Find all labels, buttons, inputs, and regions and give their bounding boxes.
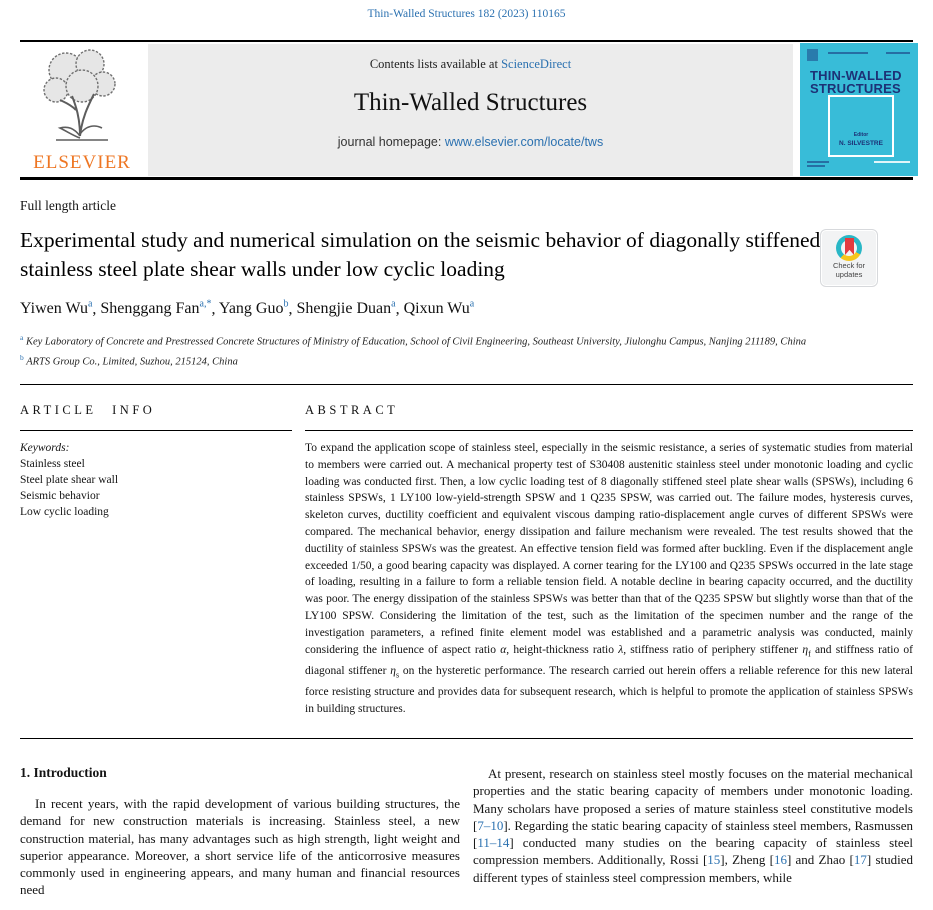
author: Shengjie Duan$^a$ (296, 299, 396, 318)
affiliation-a: $^a$ Key Laboratory of Concrete and Prestressed Concrete Structures of Ministry of Education, School of Civil Engineering, Southeast University, Jiulonghu Campus, Nanjing 211189, China (20, 333, 807, 348)
cover-title-line2: STRUCTURES (810, 81, 901, 96)
affiliations (20, 331, 900, 371)
check-for-updates-label (821, 262, 877, 279)
introduction-heading: 1. Introduction (20, 765, 107, 780)
author-list (20, 299, 474, 318)
reference-link[interactable]: 16 (773, 852, 787, 868)
reference-link[interactable]: 11–14 (477, 835, 510, 851)
running-head-citation[interactable]: Thin-Walled Structures 182 (2023) 110165 (367, 8, 566, 20)
masthead-bottom-rule (20, 177, 913, 180)
journal-cover-thumbnail[interactable] (800, 43, 918, 176)
author-separator: , (211, 300, 219, 318)
cover-editor-name: N. SILVESTRE (839, 140, 883, 147)
journal-title: Thin-Walled Structures (353, 89, 588, 116)
body-right-paragraph: At present, research on stainless steel mostly focuses on the material mechanical properties and the static bearing capacity of members under monotonic loading. Many scholars have proposed a series of mature stainless steel constitutive models [7–10]. Regarding the static bearing capacity of stainless steel members, Rasmussen [11–14] conducted many studies on the bearing capacity of stainless steel compression members. Additionally, Rossi [15], Zheng [16] and Zhao [17] studied different types of stainless steel compression members, while (473, 766, 914, 885)
section-divider-rule (20, 384, 913, 385)
elsevier-tree-icon (30, 44, 130, 148)
masthead-top-rule (20, 40, 913, 42)
cover-footer-text-bar2 (807, 165, 825, 167)
journal-banner (148, 44, 793, 176)
check-for-updates-line1: Check for (832, 261, 866, 270)
keywords-block (20, 440, 292, 520)
cover-footer-logo-bar (874, 161, 910, 163)
journal-homepage-line (148, 135, 793, 149)
check-for-updates-line2: updates (835, 269, 863, 279)
body-left-column (20, 765, 460, 899)
cover-publisher-mark-icon (807, 49, 818, 61)
cover-title-line1: THIN-WALLED (810, 68, 902, 83)
cover-title (810, 69, 902, 95)
reference-link[interactable]: 7–10 (477, 817, 504, 833)
crossmark-icon (836, 235, 862, 261)
homepage-prefix-text: journal homepage: (337, 135, 445, 149)
keyword-item: Stainless steel (20, 458, 85, 470)
author: Qixun Wu$^a$ (403, 299, 475, 318)
abstract-bottom-rule (20, 738, 913, 739)
author-separator: , (288, 300, 297, 318)
cover-issn-text-bar (886, 52, 910, 54)
journal-homepage-link[interactable]: www.elsevier.com/locate/tws (444, 135, 604, 149)
author: Shenggang Fan$^{a,*}$ (100, 299, 212, 318)
article-title: Experimental study and numerical simulation on the seismic behavior of diagonally stiffened stainless steel plate shear walls under low cyclic loading (20, 228, 821, 281)
article-info-rule (20, 430, 292, 431)
keywords-label: Keywords: (20, 442, 70, 454)
author-separator: , (395, 300, 404, 318)
abstract-rule (305, 430, 913, 431)
abstract-text: To expand the application scope of stainless steel, especially in the seismic resistance, a series of systematic studies from material to members were carried out. A mechanical property test of S30408 austenitic stainless steel under monotonic loading and cyclic loading was conducted first. Then, a low cyclic loading test of 8 diagonally stiffened steel plate shear walls (SPSWs), including 6 stainless SPSWs, 1 LY100 low-yield-strength SPSW and 1 Q235 SPSW, was carried out. The failure modes, hysteresis curves, skeleton curves, ductility coefficient and equivalent viscous damping ratio-displacement angle curves of different SPSWs were compared. The mechanical behavior, energy dissipation and failure mechanism were revealed. The test results showed that the ductility of stainless SPSWs was the greatest. An effective tension field was formed after buckling. Even if the displacement angle exceeded 1/50, a good bearing capacity was displayed. A corner tearing for the LY100 and Q235 SPSWs occurred in the late stage of loading, resulting in a failure to form a reliable tension field. A notable decline in bearing capacity occurred, and the ductility was poor. The energy dissipation of the stainless SPSWs was better than that of the Q235 SPSW but slightly worse than that of the LY100 SPSW. Considering the limitation of the test, such as the limitation of the specimen number and the range of the investigation parameters, a refined finite element model was established and a parametric analysis was conducted, mainly considering the influence of aspect ratio α, height-thickness ratio λ, stiffness ratio of periphery stiffener $\eta_f$ and stiffness ratio of diagonal stiffener $\eta_s$ on the hysteretic performance. The research carried out herein offers a reliable reference for this new lateral force resisting structure and provides data for subsequent research, which is helpful to promote the application of stainless SPSWs in building structures. (305, 442, 913, 715)
keyword-item: Low cyclic loading (20, 506, 109, 518)
reference-link[interactable]: 15 (707, 852, 721, 868)
affiliation-b: $^b$ ARTS Group Co., Limited, Suzhou, 215124, China (20, 353, 238, 368)
elsevier-wordmark: ELSEVIER (33, 152, 131, 173)
elsevier-logo (20, 44, 144, 176)
contents-list-line (148, 57, 793, 72)
abstract-section (305, 403, 913, 717)
article-info-heading: ARTICLE INFO (20, 403, 156, 417)
keyword-item: Seismic behavior (20, 490, 100, 502)
sciencedirect-link[interactable]: ScienceDirect (501, 57, 572, 71)
keyword-item: Steel plate shear wall (20, 474, 119, 486)
article-info-section (20, 403, 292, 520)
crossmark-ribbon-icon (845, 238, 854, 255)
contents-prefix-text: Contents lists available at (369, 57, 502, 71)
introduction-paragraph: In recent years, with the rapid development of various building structures, the demand for new construction materials is increasing. Stainless steel, a new construction material, has many advantages such as high strength, light weight and superior appearance. Moreover, a short service life of the anticorrosive measures commonly used in engineering appears, and many human and financial resources need (20, 796, 460, 898)
cover-footer-text-bar (807, 161, 829, 163)
check-for-updates-badge[interactable] (820, 229, 878, 287)
author: Yiwen Wu$^a$ (20, 299, 93, 318)
abstract-heading: ABSTRACT (305, 403, 399, 417)
body-right-column (473, 765, 913, 886)
cover-header-text-bar (828, 52, 868, 54)
author: Yang Guo$^b$ (218, 299, 289, 318)
reference-link[interactable]: 17 (853, 852, 867, 868)
author-separator: , (92, 300, 101, 318)
cover-editor-label: Editor (853, 132, 869, 138)
article-type-label: Full length article (20, 198, 116, 213)
cover-center-frame (828, 95, 894, 157)
